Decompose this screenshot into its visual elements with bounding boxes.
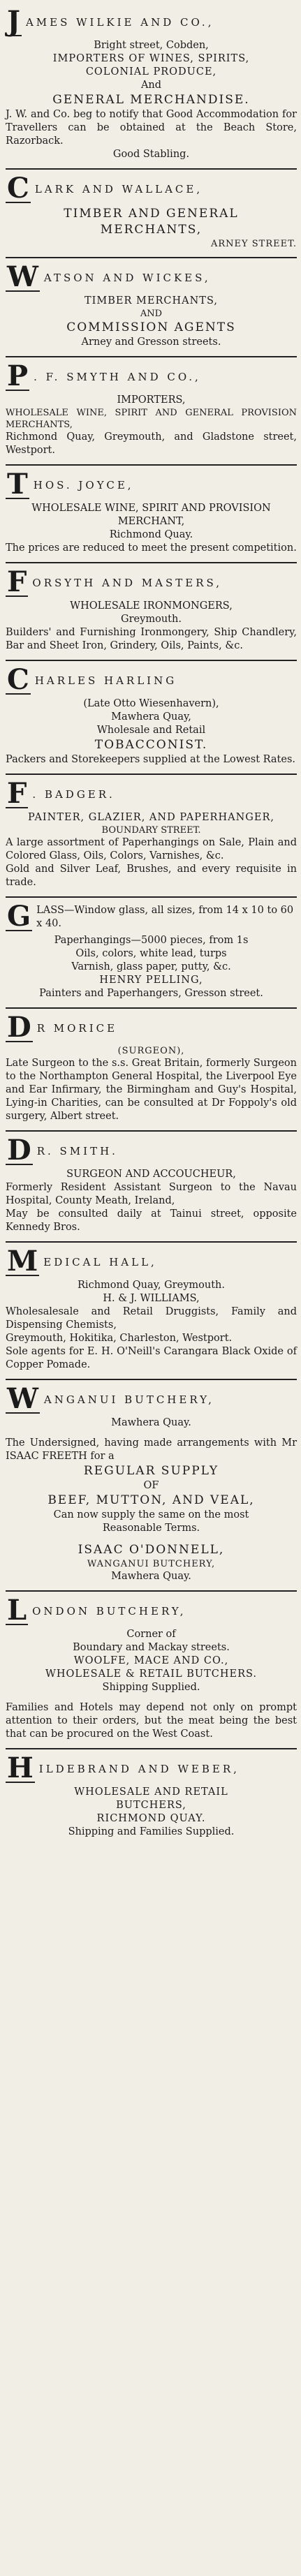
ad-line: The Undersigned, having made arrangements with Mr ISAAC FREETH for a	[6, 1437, 300, 1462]
ad-line: BOUNDARY STREET.	[101, 825, 201, 836]
ad-header	[6, 172, 297, 205]
ad-heading: R. SMITH.	[36, 1145, 118, 1157]
ad-line: Families and Hotels may depend not only on prompt attention to their orders, but the meat being the best that can be procured on the West Coast.	[6, 1702, 300, 1740]
ad-header	[6, 5, 297, 38]
ad-heading: LASS—Window glass, all sizes, from 14 x 10 to 60 x 40.	[36, 905, 297, 929]
ad-line: WHOLESALE WINE, SPIRIT AND PROVISION MERCHANT,	[31, 503, 274, 527]
ad-header	[6, 777, 297, 810]
drop-cap: J	[7, 5, 20, 38]
ad-pelling	[6, 898, 297, 1009]
ad-header	[6, 900, 297, 933]
ad-line: The prices are reduced to meet the present competition.	[6, 542, 297, 554]
ad-line: Oils, colors, white lead, turps	[75, 948, 227, 959]
ad-line: Richmond Quay, Greymouth, and Gladstone street, Westport.	[6, 431, 300, 456]
ad-line: Richmond Quay.	[109, 529, 193, 540]
ad-heading: ILDEBRAND AND WEBER,	[38, 1763, 240, 1775]
ad-line: Wholesalesale and Retail Druggists, Family and Dispensing Chemists,	[6, 1306, 300, 1331]
ad-line: COLONIAL PRODUCE,	[85, 66, 217, 77]
ad-heading: HOS. JOYCE,	[33, 479, 134, 491]
ad-line: COMMISSION AGENTS	[66, 320, 236, 334]
ad-heading: . BADGER.	[32, 788, 115, 801]
ad-line: REGULAR SUPPLY	[83, 1464, 219, 1478]
ad-line: TIMBER MERCHANTS,	[85, 295, 218, 306]
ad-line: Formerly Resident Assistant Surgeon to the Navau Hospital, County Meath, Ireland,	[6, 1182, 300, 1206]
ad-line: Shipping Supplied.	[102, 1682, 200, 1693]
ad-header	[6, 260, 297, 293]
ad-line: HENRY PELLING,	[99, 975, 203, 986]
ad-clark	[6, 170, 297, 258]
ad-line: BEEF, MUTTON, AND VEAL,	[47, 1493, 255, 1507]
ad-line: BUTCHERS,	[116, 1800, 186, 1811]
ad-header	[6, 1382, 297, 1415]
ad-wilkie	[6, 3, 300, 170]
ad-smith	[6, 1132, 300, 1243]
ad-line: GENERAL MERCHANDISE.	[52, 93, 250, 107]
drop-cap: H	[7, 1752, 34, 1784]
drop-cap: T	[7, 468, 28, 501]
ad-line: Boundary and Mackay streets.	[73, 1642, 230, 1653]
ad-line: May be consulted daily at Tainui street, opposite Kennedy Bros.	[6, 1208, 300, 1233]
ad-badger	[6, 775, 300, 898]
ad-header	[6, 1594, 297, 1627]
ad-line: Wholesale and Retail	[96, 725, 206, 736]
ad-line: Mawhera Quay.	[111, 1571, 191, 1582]
ad-line: RICHMOND QUAY.	[96, 1813, 206, 1824]
ad-header	[6, 565, 297, 598]
ad-heading: EDICAL HALL,	[43, 1256, 157, 1268]
drop-cap: F	[7, 777, 27, 810]
ad-line: Late Surgeon to the s.s. Great Britain, formerly Surgeon to the Northampton General Hospital, the Liverpool Eye and Ear Infirmary, the Birmingham and Guy's Hospital, Lying-in Charities, can be consulted at Dr Foppoly's old surgery, Albert street.	[6, 1058, 300, 1122]
ad-header	[6, 1752, 297, 1784]
ad-line: Sole agents for E. H. O'Neill's Carangara Black Oxide of Copper Pomade.	[6, 1346, 300, 1370]
ad-line: TOBACCONIST.	[94, 738, 208, 752]
ad-morice	[6, 1009, 300, 1132]
ad-heading: . F. SMYTH AND CO.,	[34, 371, 201, 383]
ad-heading: LARK AND WALLACE,	[34, 183, 203, 195]
ad-line: TIMBER AND GENERAL	[64, 207, 239, 221]
ad-line: OF	[143, 1480, 159, 1491]
ad-joyce	[6, 466, 297, 563]
ad-line: (Late Otto Wiesenhavern),	[83, 698, 219, 709]
spacer	[6, 1535, 297, 1542]
ad-watson	[6, 258, 297, 357]
drop-cap: D	[7, 1011, 31, 1044]
ad-line: IMPORTERS OF WINES, SPIRITS,	[52, 53, 250, 64]
ad-line: Bright street, Cobden,	[94, 40, 209, 51]
drop-cap: C	[7, 172, 29, 205]
ad-line: WHOLESALE & RETAIL BUTCHERS.	[45, 1668, 258, 1680]
ad-line: And	[140, 80, 162, 91]
ad-line: H. & J. WILLIAMS,	[103, 1293, 200, 1304]
ad-heading: ATSON AND WICKES,	[43, 272, 211, 284]
ad-line: J. W. and Co. beg to notify that Good Accommodation for Travellers can be obtained at the Beach Store, Razorback.	[6, 109, 300, 147]
ad-header	[6, 360, 297, 392]
ad-london-butchery	[6, 1592, 300, 1749]
ad-line: Packers and Storekeepers supplied at the Lowest Rates.	[6, 754, 295, 765]
ad-line: Reasonable Terms.	[102, 1523, 200, 1534]
ad-header	[6, 1134, 297, 1167]
ad-line: WHOLESALE AND RETAIL	[74, 1786, 228, 1798]
ad-line: Greymouth.	[121, 614, 182, 625]
ad-line: ARNEY STREET.	[211, 239, 297, 249]
drop-cap: W	[7, 1382, 38, 1415]
drop-cap: G	[7, 900, 31, 933]
ad-line: ISAAC O'DONNELL,	[78, 1543, 225, 1557]
ad-line: Mawhera Quay,	[111, 711, 191, 723]
ad-heading: ANGANUI BUTCHERY,	[43, 1393, 214, 1406]
ad-line: (SURGEON),	[117, 1046, 185, 1056]
ad-header	[6, 468, 297, 501]
drop-cap: M	[7, 1245, 38, 1278]
ad-line: PAINTER, GLAZIER, AND PAPERHANGER,	[28, 812, 274, 823]
ad-medical-hall	[6, 1243, 300, 1380]
ad-line: Corner of	[126, 1629, 176, 1640]
ad-line: Good Stabling.	[112, 149, 190, 160]
drop-cap: F	[7, 565, 27, 598]
ad-line: AND	[140, 309, 163, 319]
ad-smyth	[6, 357, 300, 466]
ad-line: WHOLESALE WINE, SPIRIT AND GENERAL PROVISION MERCHANTS,	[6, 408, 300, 430]
ad-line: A large assortment of Paperhangings on Sale, Plain and Colored Glass, Oils, Colors, Varnishes, &c.	[6, 837, 300, 861]
ad-wanganui-butchery	[6, 1380, 300, 1592]
ad-header	[6, 663, 297, 696]
spacer	[6, 1694, 297, 1701]
ad-line: Paperhangings—5000 pieces, from 1s	[54, 935, 249, 946]
ad-line: MERCHANTS,	[100, 223, 203, 237]
ad-line: Mawhera Quay.	[111, 1417, 191, 1428]
ad-heading: AMES WILKIE AND CO.,	[25, 16, 214, 29]
ad-line: Greymouth, Hokitika, Charleston, Westport.	[6, 1333, 233, 1344]
ad-line: SURGEON AND ACCOUCHEUR,	[66, 1169, 236, 1180]
ad-line: WHOLESALE IRONMONGERS,	[70, 600, 233, 612]
ad-line: Can now supply the same on the most	[53, 1509, 249, 1520]
ad-harling	[6, 661, 297, 775]
ad-line: Gold and Silver Leaf, Brushes, and every requisite in trade.	[6, 864, 300, 888]
ad-heading: ORSYTH AND MASTERS,	[32, 577, 223, 589]
drop-cap: D	[7, 1134, 31, 1167]
ad-line: Shipping and Families Supplied.	[68, 1826, 235, 1837]
drop-cap: C	[7, 663, 29, 696]
ad-heading: R MORICE	[36, 1022, 118, 1035]
ad-header	[6, 1245, 297, 1278]
ad-line: Varnish, glass paper, putty, &c.	[71, 961, 231, 972]
ad-line: Builders' and Furnishing Ironmongery, Ship Chandlery, Bar and Sheet Iron, Grindery, Oils, Paints, &c.	[6, 627, 300, 651]
ad-header	[6, 1011, 297, 1044]
ad-line: WANGANUI BUTCHERY,	[87, 1559, 216, 1569]
ad-line: Richmond Quay, Greymouth.	[78, 1280, 225, 1291]
ad-heading: ONDON BUTCHERY,	[32, 1605, 186, 1618]
ad-line: IMPORTERS,	[117, 394, 186, 406]
ad-line: Arney and Gresson streets.	[81, 336, 221, 348]
ad-line: Painters and Paperhangers, Gresson street.	[39, 988, 263, 999]
drop-cap: P	[7, 360, 29, 392]
ad-forsyth	[6, 563, 300, 661]
ad-line: WOOLFE, MACE AND CO.,	[73, 1655, 229, 1666]
ad-heading: HARLES HARLING	[34, 674, 177, 687]
spacer	[6, 1430, 297, 1437]
drop-cap: L	[7, 1594, 27, 1627]
drop-cap: W	[7, 260, 38, 293]
ad-hildebrand	[6, 1749, 297, 1846]
